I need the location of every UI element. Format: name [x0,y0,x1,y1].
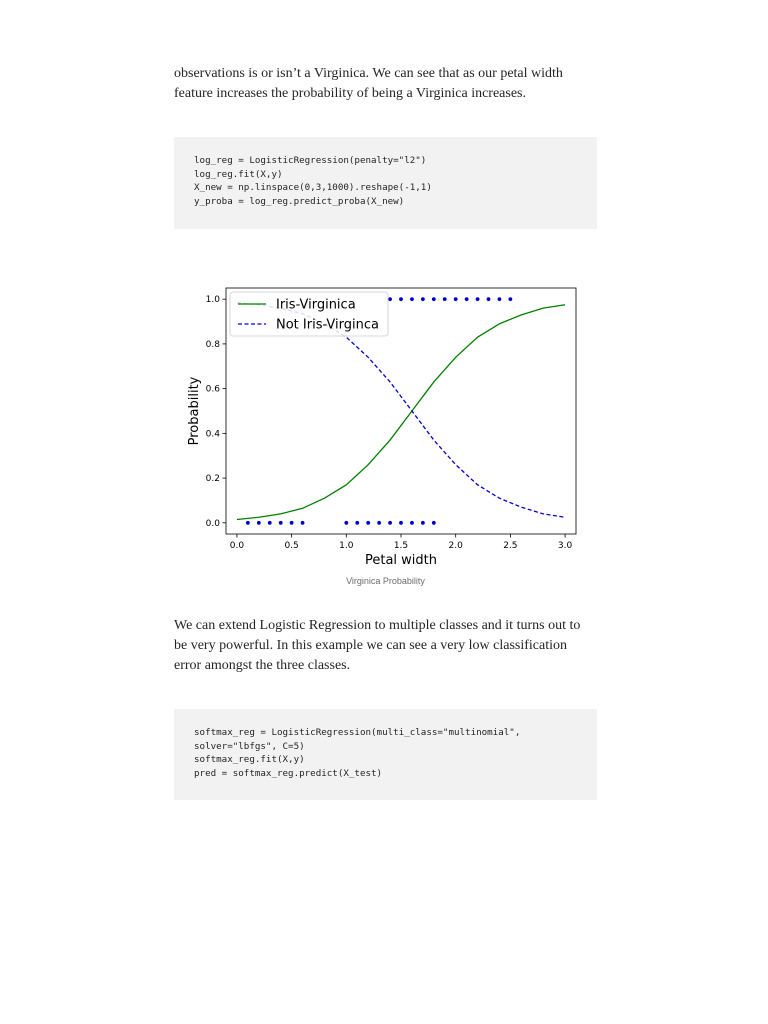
probability-chart [180,282,600,572]
probability-chart-figure [180,282,600,572]
code-line: softmax_reg.fit(X,y) [194,754,305,766]
data-point-virginica [443,297,447,301]
data-point-not-virginica [432,521,436,525]
data-point-not-virginica [268,521,272,525]
x-tick-label: 2.0 [448,541,463,551]
data-point-virginica [476,297,480,301]
x-tick-label: 0.5 [284,541,299,551]
data-point-not-virginica [246,521,250,525]
y-tick-label: 1.0 [205,295,220,306]
data-point-virginica [498,297,502,301]
series-line-virginica [237,305,565,520]
code-line: X_new = np.linspace(0,3,1000).reshape(-1,1) [194,182,432,194]
data-point-not-virginica [421,521,425,525]
code-line: y_proba = log_reg.predict_proba(X_new) [194,196,405,208]
data-point-not-virginica [355,521,359,525]
code-line: log_reg.fit(X,y) [194,168,283,180]
data-point-virginica [432,297,436,301]
data-point-not-virginica [388,521,392,525]
data-point-not-virginica [290,521,294,525]
code-block-logistic [174,137,597,229]
data-point-virginica [410,297,414,301]
code-block-softmax [174,709,597,800]
x-tick-label: 3.0 [557,541,573,551]
data-point-virginica [421,297,425,301]
x-tick-label: 1.0 [339,541,354,551]
data-point-virginica [487,297,491,301]
data-point-not-virginica [366,521,370,525]
paragraph-multiclass: We can extend Logistic Regression to multiple classes and it turns out to be very powerful. In this example we can see a very low classification error amongst the three classes. [174,618,581,673]
data-point-not-virginica [257,521,261,525]
x-tick-label: 0.0 [229,541,245,551]
data-point-virginica [454,297,458,301]
y-tick-label: 0.4 [205,429,220,440]
data-point-not-virginica [301,521,305,525]
y-tick-label: 0.6 [205,384,220,395]
y-tick-label: 0.8 [205,339,220,350]
paragraph-intro: observations is or isn’t a Virginica. We can see that as our petal width feature increases the probability of being a Virginica increases. [174,66,563,101]
figure-caption: Virginica Probability [346,576,425,586]
data-point-not-virginica [410,521,414,525]
data-point-not-virginica [279,521,283,525]
code-line: log_reg = LogisticRegression(penalty="l2") [194,155,427,166]
data-point-virginica [399,297,403,301]
legend-label: Not Iris-Virginca [276,317,379,333]
y-tick-label: 0.0 [205,518,220,529]
code-line: solver="lbfgs", C=5) [194,740,305,752]
data-point-not-virginica [377,521,381,525]
legend-label: Iris-Virginica [276,297,356,313]
data-point-not-virginica [344,521,348,525]
x-tick-label: 1.5 [393,541,409,551]
data-point-not-virginica [399,521,403,525]
data-point-virginica [508,297,512,301]
y-tick-label: 0.2 [205,474,220,485]
y-axis-label: Probability [187,376,202,446]
data-point-virginica [465,297,469,301]
code-line: pred = softmax_reg.predict(X_test) [194,768,383,780]
code-line: softmax_reg = LogisticRegression(multi_class="multinomial", [194,727,521,738]
data-point-virginica [388,297,392,301]
x-axis-label: Petal width [364,553,438,568]
x-tick-label: 2.5 [503,541,518,551]
